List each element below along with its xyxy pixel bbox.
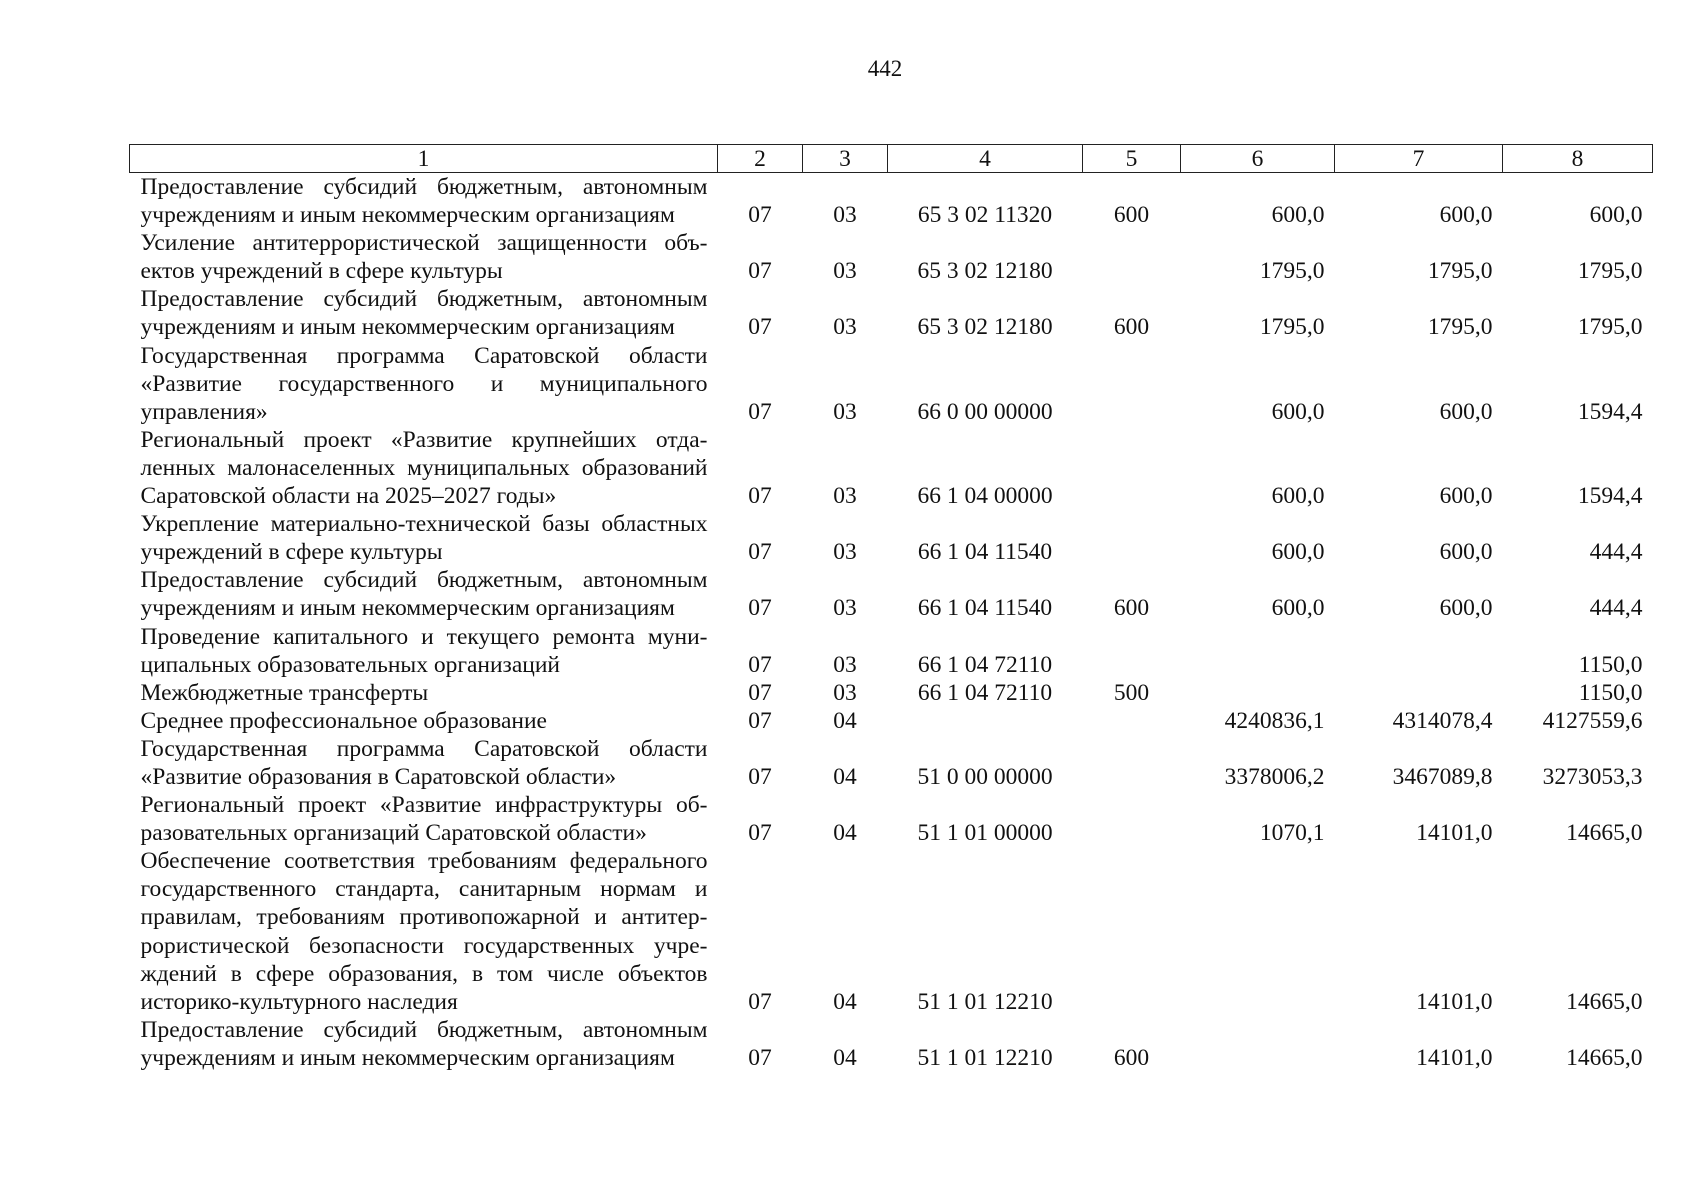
table-row	[130, 510, 1653, 566]
amount-col6-cell: 1070,1	[1259, 820, 1325, 847]
subsection-code-cell: 03	[833, 258, 857, 285]
column-header: 8	[1503, 145, 1653, 173]
subsection-code-cell: 04	[833, 820, 857, 847]
target-article-cell: 65 3 02 12180	[917, 258, 1053, 285]
amount-col7-cell: 14101,0	[1416, 820, 1493, 847]
row-name-cell: Предоставление субсидий бюджетным, автономным учреждениям и иным некоммерческим организациям	[140, 567, 708, 622]
amount-col8-cell: 444,4	[1589, 539, 1643, 566]
section-code-cell: 07	[748, 314, 772, 341]
amount-col6-cell	[1181, 1016, 1335, 1072]
row-name-cell: Предоставление субсидий бюджетным, автономным учреждениям и иным некоммерческим организациям	[140, 174, 708, 229]
subsection-code-cell: 03	[833, 595, 857, 622]
subsection-code-cell: 04	[833, 707, 857, 734]
column-header: 3	[803, 145, 888, 173]
subsection-code-cell: 03	[833, 651, 857, 678]
amount-col6-cell	[1181, 847, 1335, 1016]
row-name-cell: Региональный проект «Развитие инфраструктуры образовательных организаций Саратовской области»	[140, 792, 708, 847]
table-row	[130, 285, 1653, 341]
amount-col7-cell: 14101,0	[1416, 988, 1493, 1015]
amount-col8-cell: 444,4	[1589, 595, 1643, 622]
expense-type-cell: 600	[1113, 1044, 1150, 1071]
section-code-cell: 07	[748, 763, 772, 790]
subsection-code-cell: 04	[833, 763, 857, 790]
subsection-code-cell: 03	[833, 202, 857, 229]
column-header: 2	[718, 145, 803, 173]
budget-table	[129, 144, 1653, 1072]
expense-type-cell: 600	[1113, 314, 1150, 341]
amount-col7-cell: 1795,0	[1427, 314, 1493, 341]
expense-type-cell	[1083, 791, 1181, 847]
subsection-code-cell: 03	[833, 539, 857, 566]
target-article-cell: 51 1 01 12210	[917, 988, 1053, 1015]
target-article-cell: 51 0 00 00000	[917, 763, 1053, 790]
amount-col8-cell: 1795,0	[1577, 314, 1643, 341]
amount-col6-cell: 600,0	[1271, 483, 1325, 510]
amount-col7-cell: 600,0	[1439, 595, 1493, 622]
amount-col6-cell: 1795,0	[1259, 314, 1325, 341]
expense-type-cell	[1083, 342, 1181, 426]
row-name-cell: Предоставление субсидий бюджетным, автономным учреждениям и иным некоммерческим организациям	[140, 286, 708, 341]
subsection-code-cell: 03	[833, 314, 857, 341]
amount-col8-cell: 14665,0	[1566, 820, 1643, 847]
row-name-cell: Усиление антитеррористической защищенности объектов учреждений в сфере культуры	[140, 230, 708, 285]
expense-type-cell	[1083, 510, 1181, 566]
target-article-cell: 51 1 01 12210	[917, 1044, 1053, 1071]
amount-col6-cell	[1181, 623, 1335, 679]
table-row	[130, 566, 1653, 622]
target-article-cell: 66 0 00 00000	[917, 398, 1053, 425]
expense-type-cell	[1083, 426, 1181, 510]
amount-col6-cell: 600,0	[1271, 202, 1325, 229]
expense-type-cell: 500	[1113, 679, 1150, 706]
section-code-cell: 07	[748, 202, 772, 229]
expense-type-cell	[1083, 735, 1181, 791]
table-row	[130, 173, 1653, 230]
row-name-cell: Предоставление субсидий бюджетным, автономным учреждениям и иным некоммерческим организациям	[140, 1016, 708, 1071]
table-row	[130, 426, 1653, 510]
row-name-cell: Межбюджетные трансферты	[140, 679, 429, 706]
amount-col8-cell: 1795,0	[1577, 258, 1643, 285]
amount-col7-cell	[1335, 623, 1503, 679]
amount-col8-cell: 1150,0	[1578, 679, 1643, 706]
section-code-cell: 07	[748, 679, 772, 706]
subsection-code-cell: 03	[833, 483, 857, 510]
amount-col8-cell: 14665,0	[1566, 988, 1643, 1015]
amount-col7-cell: 3467089,8	[1392, 763, 1493, 790]
target-article-cell: 66 1 04 00000	[917, 483, 1053, 510]
table-row	[130, 679, 1653, 707]
section-code-cell: 07	[748, 398, 772, 425]
column-header: 1	[130, 145, 718, 173]
row-name-cell: Государственная программа Саратовской области «Развитие государственного и муниципального управления»	[140, 342, 708, 425]
amount-col8-cell: 1594,4	[1577, 483, 1643, 510]
table-row	[130, 623, 1653, 679]
expense-type-cell	[1083, 623, 1181, 679]
amount-col6-cell: 3378006,2	[1224, 763, 1325, 790]
column-header: 6	[1181, 145, 1335, 173]
row-name-cell: Проведение капитального и текущего ремонта муниципальных образовательных организаций	[140, 623, 708, 678]
amount-col8-cell: 4127559,6	[1542, 707, 1643, 734]
table-row	[130, 342, 1653, 426]
row-name-cell: Укрепление материально-технической базы областных учреждений в сфере культуры	[140, 511, 708, 566]
amount-col6-cell: 600,0	[1271, 398, 1325, 425]
row-name-cell: Государственная программа Саратовской области «Развитие образования в Саратовской области»	[140, 735, 708, 790]
subsection-code-cell: 04	[833, 988, 857, 1015]
amount-col8-cell: 3273053,3	[1542, 763, 1643, 790]
target-article-cell: 65 3 02 12180	[917, 314, 1053, 341]
amount-col7-cell: 4314078,4	[1392, 707, 1493, 734]
subsection-code-cell: 03	[833, 398, 857, 425]
expense-type-cell	[1083, 847, 1181, 1016]
table-row	[130, 707, 1653, 735]
amount-col7-cell	[1335, 679, 1503, 707]
section-code-cell: 07	[748, 988, 772, 1015]
table-row	[130, 735, 1653, 791]
section-code-cell: 07	[748, 820, 772, 847]
amount-col8-cell: 14665,0	[1566, 1044, 1643, 1071]
expense-type-cell: 600	[1113, 202, 1150, 229]
row-name-cell: Региональный проект «Развитие крупнейших отдаленных малонаселенных муниципальных образований Саратовской области на 2025–2027 годы»	[140, 426, 708, 510]
target-article-cell: 51 1 01 00000	[917, 820, 1053, 847]
amount-col8-cell: 600,0	[1589, 202, 1643, 229]
expense-type-cell	[1083, 229, 1181, 285]
column-header: 5	[1083, 145, 1181, 173]
amount-col8-cell: 1150,0	[1578, 651, 1643, 678]
section-code-cell: 07	[748, 483, 772, 510]
amount-col7-cell: 1795,0	[1427, 258, 1493, 285]
row-name-cell: Среднее профессиональное образование	[140, 707, 547, 734]
section-code-cell: 07	[748, 1044, 772, 1071]
table-row	[130, 229, 1653, 285]
section-code-cell: 07	[748, 258, 772, 285]
page-number: 442	[867, 56, 903, 81]
table-row	[130, 1016, 1653, 1072]
section-code-cell: 07	[748, 539, 772, 566]
amount-col7-cell: 600,0	[1439, 539, 1493, 566]
target-article-cell: 66 1 04 72110	[917, 651, 1053, 678]
column-header: 7	[1335, 145, 1503, 173]
target-article-cell	[888, 707, 1083, 735]
amount-col7-cell: 14101,0	[1416, 1044, 1493, 1071]
target-article-cell: 65 3 02 11320	[917, 202, 1053, 229]
subsection-code-cell: 04	[833, 1044, 857, 1071]
section-code-cell: 07	[748, 707, 772, 734]
amount-col7-cell: 600,0	[1439, 483, 1493, 510]
amount-col8-cell: 1594,4	[1577, 398, 1643, 425]
expense-type-cell	[1083, 707, 1181, 735]
amount-col6-cell: 600,0	[1271, 595, 1325, 622]
subsection-code-cell: 03	[833, 679, 857, 706]
table-row	[130, 847, 1653, 1016]
header-row	[130, 145, 1653, 173]
amount-col6-cell: 4240836,1	[1224, 707, 1325, 734]
amount-col6-cell: 600,0	[1271, 539, 1325, 566]
target-article-cell: 66 1 04 72110	[917, 679, 1053, 706]
amount-col7-cell: 600,0	[1439, 398, 1493, 425]
section-code-cell: 07	[748, 595, 772, 622]
column-header: 4	[888, 145, 1083, 173]
target-article-cell: 66 1 04 11540	[917, 595, 1053, 622]
section-code-cell: 07	[748, 651, 772, 678]
expense-type-cell: 600	[1113, 595, 1150, 622]
amount-col6-cell	[1181, 679, 1335, 707]
amount-col6-cell: 1795,0	[1259, 258, 1325, 285]
amount-col7-cell: 600,0	[1439, 202, 1493, 229]
row-name-cell: Обеспечение соответствия требованиям федерального государственного стандарта, санитарным нормам и правилам, требованиям противопожарной и антитеррористической безопасности государственных учреждений в сфере образования, в том числе объектов историко-культурного наследия	[140, 848, 708, 1015]
target-article-cell: 66 1 04 11540	[917, 539, 1053, 566]
table-row	[130, 791, 1653, 847]
